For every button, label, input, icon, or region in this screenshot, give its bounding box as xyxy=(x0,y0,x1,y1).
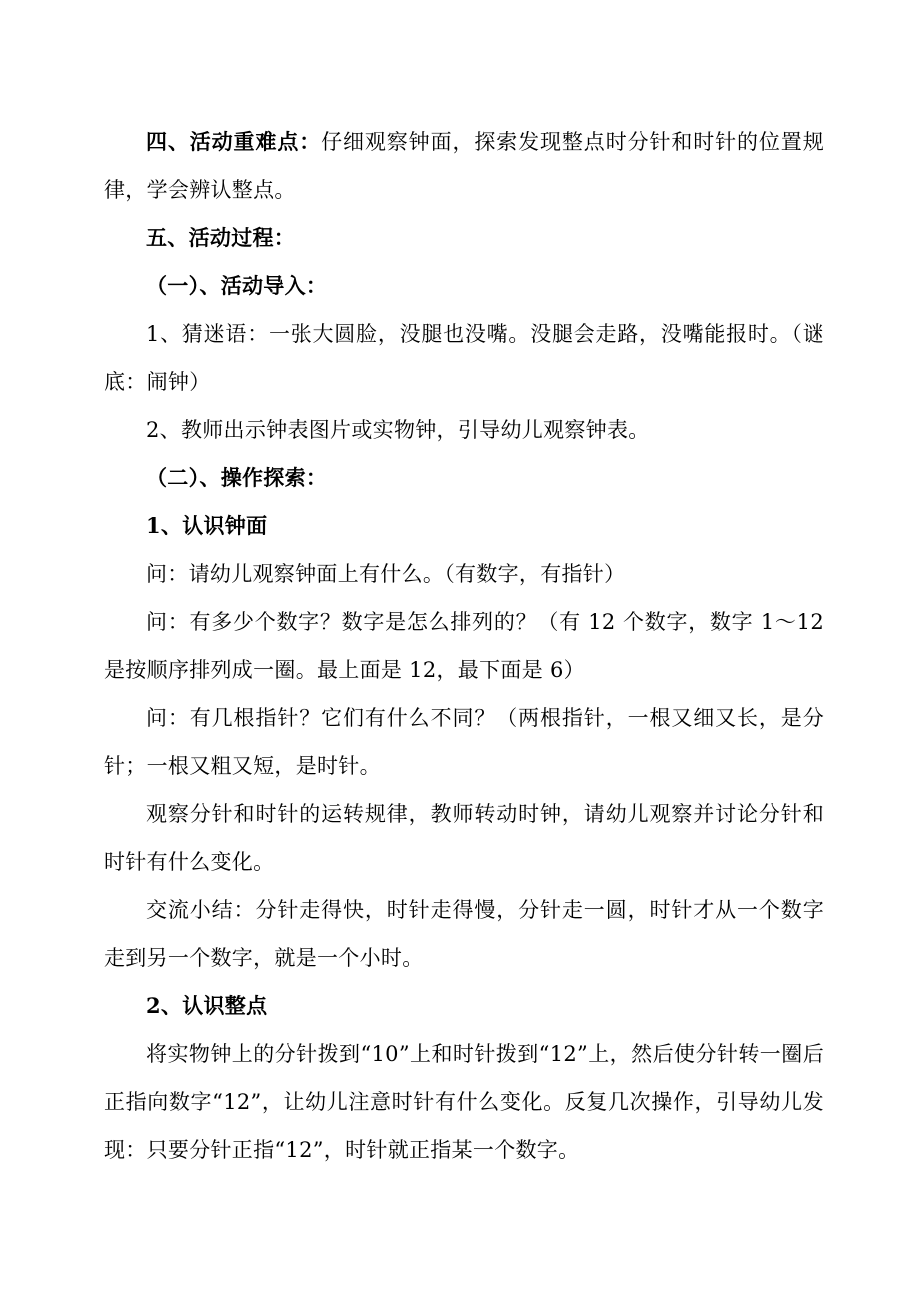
heading-on-the-hour xyxy=(104,982,824,1030)
paragraph-text: 将实物钟上的分针拨到“10”上和时针拨到“12”上，然后使分针转一圈后正指向数字“12”，让幼儿注意时针有什么变化。反复几次操作，引导幼儿发现：只要分针正指“12”，时针就正指某一个数字。 xyxy=(104,1042,824,1162)
paragraph-text: 问：请幼儿观察钟面上有什么。（有数字，有指针） xyxy=(146,562,626,586)
paragraph-observe xyxy=(104,790,824,886)
paragraph-text: 问：有多少个数字？数字是怎么排列的？（有 12 个数字，数字 1～12 是按顺序排列成一圈。最上面是 12，最下面是 6） xyxy=(104,610,824,682)
paragraph-text: 仔细观察钟面，探索发现整点时分针和时针的位置规律，学会辨认整点。 xyxy=(104,130,824,202)
paragraph-question-3 xyxy=(104,694,824,790)
heading-text: 五、活动过程： xyxy=(146,225,296,250)
heading-key-points: 四、活动重难点： xyxy=(146,129,322,154)
paragraph-text: 交流小结：分针走得快，时针走得慢，分针走一圆，时针才从一个数字走到另一个数字，就是一个小时。 xyxy=(104,898,824,970)
paragraph-text: 1、猜迷语：一张大圆脸，没腿也没嘴。没腿会走路，没嘴能报时。（谜底：闹钟） xyxy=(104,322,824,394)
heading-activity-process xyxy=(104,214,824,262)
paragraph-question-1 xyxy=(104,550,824,598)
paragraph-operation xyxy=(104,1030,824,1174)
paragraph-riddle xyxy=(104,310,824,406)
paragraph-text: 观察分针和时针的运转规律，教师转动时钟，请幼儿观察并讨论分针和时针有什么变化。 xyxy=(104,802,824,874)
paragraph-text: 2、教师出示钟表图片或实物钟，引导幼儿观察钟表。 xyxy=(146,418,650,442)
heading-clock-face xyxy=(104,502,824,550)
heading-explore xyxy=(104,454,824,502)
heading-text: 2、认识整点 xyxy=(146,993,268,1018)
paragraph-text: 问：有几根指针？它们有什么不同？（两根指针，一根又细又长，是分针；一根又粗又短，是时针。 xyxy=(104,706,824,778)
heading-intro xyxy=(104,262,824,310)
paragraph-show-clock xyxy=(104,406,824,454)
heading-text: （二）、操作探索： xyxy=(146,465,328,490)
paragraph-summary xyxy=(104,886,824,982)
heading-text: 1、认识钟面 xyxy=(146,513,268,538)
paragraph-question-2 xyxy=(104,598,824,694)
heading-text: （一）、活动导入： xyxy=(146,273,328,298)
paragraph-key-points xyxy=(104,118,824,214)
